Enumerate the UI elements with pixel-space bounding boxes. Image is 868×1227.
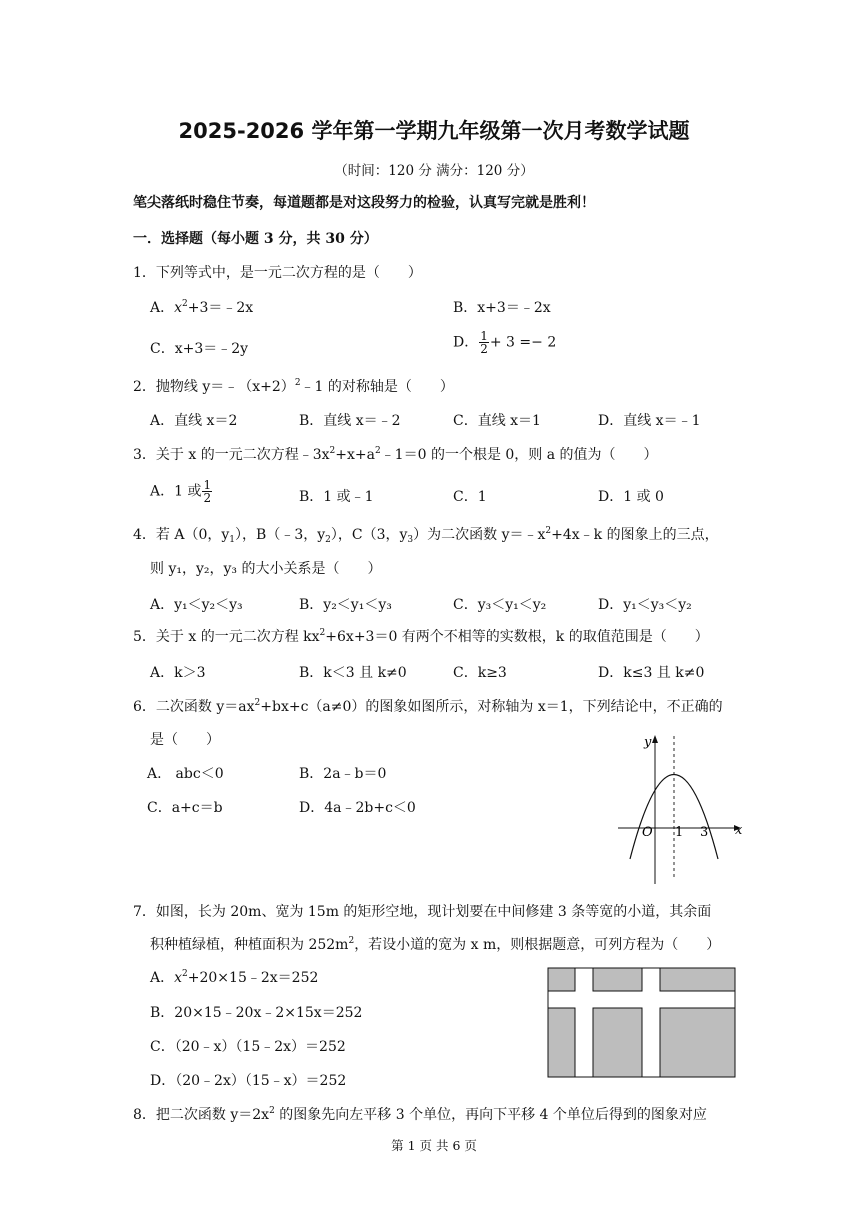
q4-stem-line1: 4．若 A（0，$y_1$），B（﹣3，$y_2$），C（3，$y_3$）为二次函数 $y=﹣x^2+4x﹣k$ 的图象上的三点， [133, 526, 719, 545]
q7-option-b: B．20×15﹣20x﹣2×15x＝252 [150, 1005, 363, 1021]
q5-option-b: B．k＜3 且 k≠0 [299, 665, 407, 681]
q3-option-c: C．1 [453, 489, 487, 505]
q1-option-d: D． $\frac{1}{2}$ + 3 =− 2 [453, 329, 557, 356]
origin-label: O [642, 825, 653, 840]
page-footer: 第 1 页 共 6 页 [391, 1138, 477, 1153]
y-axis-label: y [644, 735, 652, 750]
motto: 笔尖落纸时稳住节奏，每道题都是对这段努力的检验，认真写完就是胜利！ [133, 195, 595, 211]
q1-option-b: B．x+3＝﹣2x [453, 300, 551, 316]
q1-option-c: C．x+3＝﹣2y [150, 341, 249, 357]
q6-option-b: B．2a﹣b＝0 [299, 766, 387, 782]
q4-option-c: C．y₃＜y₁＜y₂ [453, 597, 547, 613]
q1-option-a: A．$x^2+3=﹣2x$ [150, 299, 254, 316]
q3-option-a: A．1 或 $\frac{1}{2}$ [150, 478, 212, 505]
y-axis-arrow [652, 735, 658, 743]
q2-option-b: B．直线 x＝﹣2 [299, 413, 401, 429]
q7-option-c: C．（20﹣x）（15﹣2x）＝252 [150, 1039, 346, 1055]
q6-parabola-figure [612, 728, 752, 888]
planting-area [593, 968, 642, 991]
x-axis-label: x [735, 823, 743, 838]
q4-option-a: A．y₁＜y₂＜y₃ [150, 597, 243, 613]
q5-stem: 5．关于 x 的一元二次方程 $kx^2+6x+3=0$ 有两个不相等的实数根，k 的取值范围是（ ） [133, 628, 709, 645]
planting-area [593, 1008, 642, 1077]
planting-area [548, 968, 575, 991]
q4-option-d: D．y₁＜y₃＜y₂ [598, 597, 692, 613]
planting-area [660, 968, 735, 991]
q6-option-d: D．4a﹣2b+c＜0 [299, 800, 416, 816]
q7-garden-figure [547, 967, 737, 1079]
q3-option-b: B．1 或﹣1 [299, 489, 374, 505]
fraction: $\frac{1}{2}$ [203, 478, 212, 505]
q4-stem-line2: 则 y₁，y₂，y₃ 的大小关系是（ ） [150, 561, 382, 577]
q6-option-a: A. abc＜0 [147, 766, 224, 782]
q7-stem-line1: 7．如图，长为 20m、宽为 15m 的矩形空地，现计划要在中间修建 3 条等宽的小道，其余面 [133, 904, 712, 920]
q2-option-a: A．直线 x＝2 [150, 413, 238, 429]
planting-area [548, 1008, 575, 1077]
page-title: 2025-2026 学年第一学期九年级第一次月考数学试题 [178, 119, 690, 143]
q2-stem: 2．抛物线 $y=﹣(x+2)^2﹣1$ 的对称轴是（ ） [133, 378, 454, 395]
section-heading: 一．选择题（每小题 3 分，共 30 分） [133, 231, 378, 247]
q8-stem-line1: 8．把二次函数 $y=2x^2$ 的图象先向左平移 3 个单位，再向下平移 4 个单位后得到的图象对应 [133, 1106, 707, 1123]
q7-stem-line2: 积种植绿植，种植面积为 $252m^2$，若设小道的宽为 x m，则根据题意，可列方程为（ ） [150, 936, 721, 953]
q4-option-b: B．y₂＜y₁＜y₃ [299, 597, 392, 613]
tick-label-3: 3 [700, 825, 709, 840]
q1-stem: 1．下列等式中，是一元二次方程的是（ ） [133, 265, 422, 281]
q6-stem-line1: 6．二次函数 $y=ax^2+bx+c(a\ne 0)$的图象如图所示，对称轴为 x＝1，下列结论中，不正确的 [133, 698, 723, 715]
q7-option-a: A．$x^2+20\times 15﹣2x=252$ [150, 969, 319, 986]
q5-option-d: D．k≤3 且 k≠0 [598, 665, 705, 681]
exam-info: （时间：120 分 满分：120 分） [334, 163, 534, 179]
q6-stem-line2: 是（ ） [150, 732, 220, 748]
q2-option-d: D．直线 x＝﹣1 [598, 413, 701, 429]
q5-option-c: C．k≥3 [453, 665, 507, 681]
q7-option-d: D．（20﹣2x）（15﹣x）＝252 [150, 1073, 347, 1089]
q3-option-d: D．1 或 0 [598, 489, 664, 505]
planting-area [660, 1008, 735, 1077]
q2-option-c: C．直线 x＝1 [453, 413, 541, 429]
q3-stem: 3．关于 x 的一元二次方程$﹣3x^2+x+a^2﹣1=0$ 的一个根是 0，则 a 的值为（ ） [133, 446, 658, 463]
tick-label-1: 1 [675, 825, 684, 840]
q6-option-c: C．a+c＝b [147, 800, 223, 816]
fraction: $\frac{1}{2}$ [480, 329, 488, 356]
q5-option-a: A．k＞3 [150, 665, 206, 681]
